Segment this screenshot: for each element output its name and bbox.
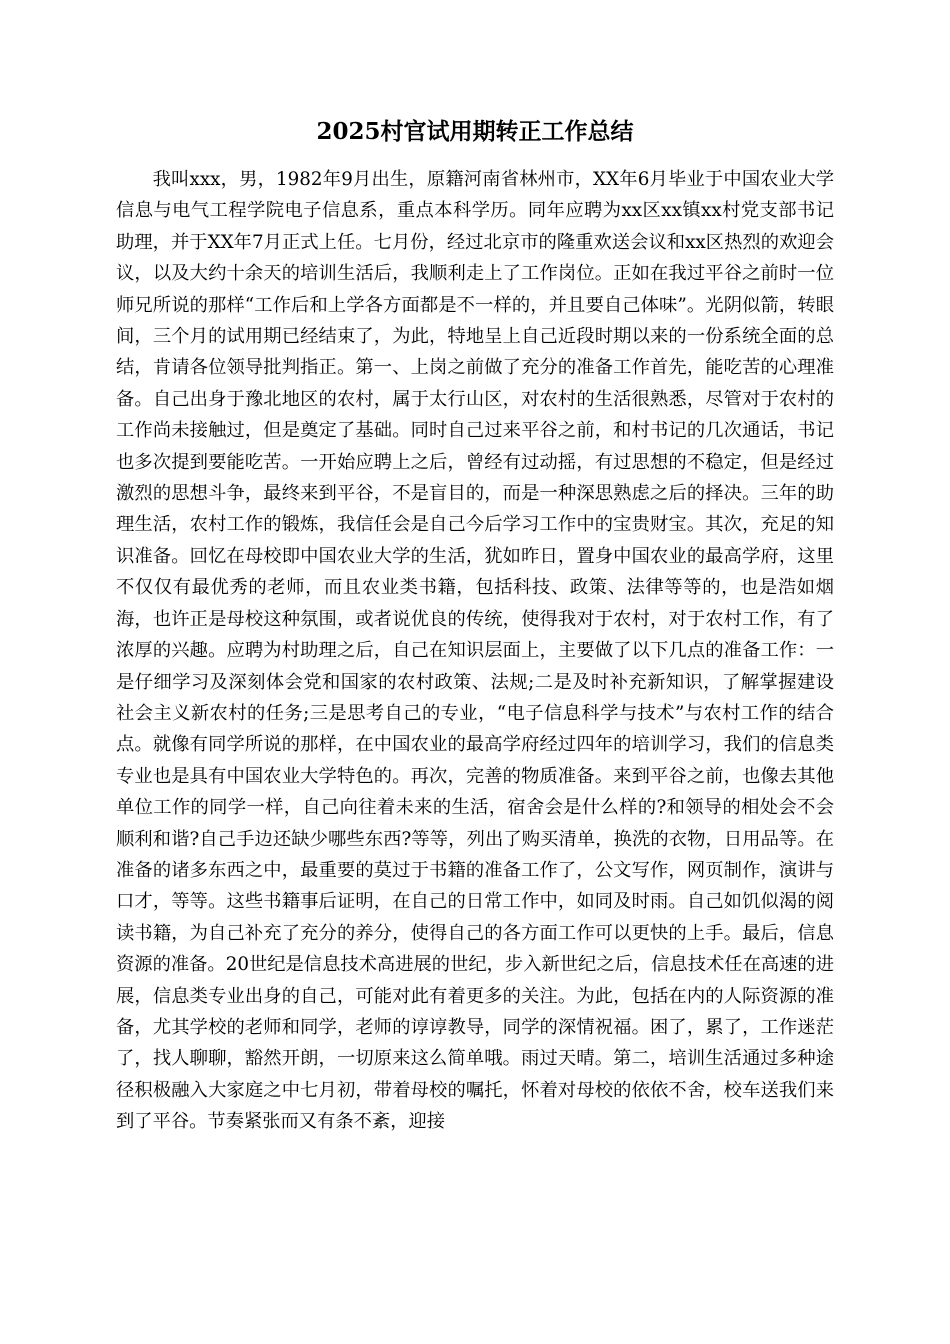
document-body-paragraph: 我叫xxx，男，1982年9月出生，原籍河南省林州市，XX年6月毕业于中国农业大学信息与电气工程学院电子信息系，重点本科学历。同年应聘为xx区xx镇xx村党支部书记助理，并于XX年7月正式上任。七月份，经过北京市的隆重欢送会议和xx区热烈的欢迎会议，以及大约十余天的培训生活后，我顺利走上了工作岗位。正如在我过平谷之前时一位师兄所说的那样“工作后和上学各方面都是不一样的，并且要自己体味”。光阴似箭，转眼间，三个月的试用期已经结束了，为此，特地呈上自己近段时期以来的一份系统全面的总结，肯请各位领导批判指正。第一、上岗之前做了充分的准备工作首先，能吃苦的心理准备。自己出身于豫北地区的农村，属于太行山区，对农村的生活很熟悉，尽管对于农村的工作尚未接触过，但是奠定了基础。同时自己过来平谷之前，和村书记的几次通话，书记也多次提到要能吃苦。一开始应聘上之后，曾经有过动摇，有过思想的不稳定，但是经过激烈的思想斗争，最终来到平谷，不是盲目的，而是一种深思熟虑之后的择决。三年的助理生活，农村工作的锻炼，我信任会是自己今后学习工作中的宝贵财宝。其次，充足的知识准备。回忆在母校即中国农业大学的生活，犹如昨日，置身中国农业的最高学府，这里不仅仅有最优秀的老师，而且农业类书籍，包括科技、政策、法律等等的，也是浩如烟海，也许正是母校这种氛围，或者说优良的传统，使得我对于农村，对于农村工作，有了浓厚的兴趣。应聘为村助理之后，自己在知识层面上，主要做了以下几点的准备工作：一是仔细学习及深刻体会党和国家的农村政策、法规;二是及时补充新知识，了解掌握建设社会主义新农村的任务;三是思考自己的专业，“电子信息科学与技术”与农村工作的结合点。就像有同学所说的那样，在中国农业的最高学府经过四年的培训学习，我们的信息类专业也是具有中国农业大学特色的。再次，完善的物质准备。来到平谷之前，也像去其他单位工作的同学一样，自己向往着未来的生活，宿舍会是什么样的?和领导的相处会不会顺利和谐?自己手边还缺少哪些东西?等等，列出了购买清单，换洗的衣物，日用品等。在准备的诸多东西之中，最重要的莫过于书籍的准备工作了，公文写作，网页制作，演讲与口才，等等。这些书籍事后证明，在自己的日常工作中，如同及时雨。自己如饥似渴的阅读书籍，为自己补充了充分的养分，使得自己的各方面工作可以更快的上手。最后，信息资源的准备。20世纪是信息技术高进展的世纪，步入新世纪之后，信息技术任在高速的进展，信息类专业出身的自己，可能对此有着更多的关注。为此，包括在内的人际资源的准备，尤其学校的老师和同学，老师的谆谆教导，同学的深情祝福。困了，累了，工作迷茫了，找人聊聊，豁然开朗，一切原来这么简单哦。雨过天晴。第二，培训生活通过多种途径积极融入大家庭之中七月初，带着母校的嘱托，怀着对母校的依依不舍，校车送我们来到了平谷。节奏紧张而又有条不紊，迎接	[116, 169, 834, 1133]
document-title: 2025村官试用期转正工作总结	[316, 118, 634, 145]
